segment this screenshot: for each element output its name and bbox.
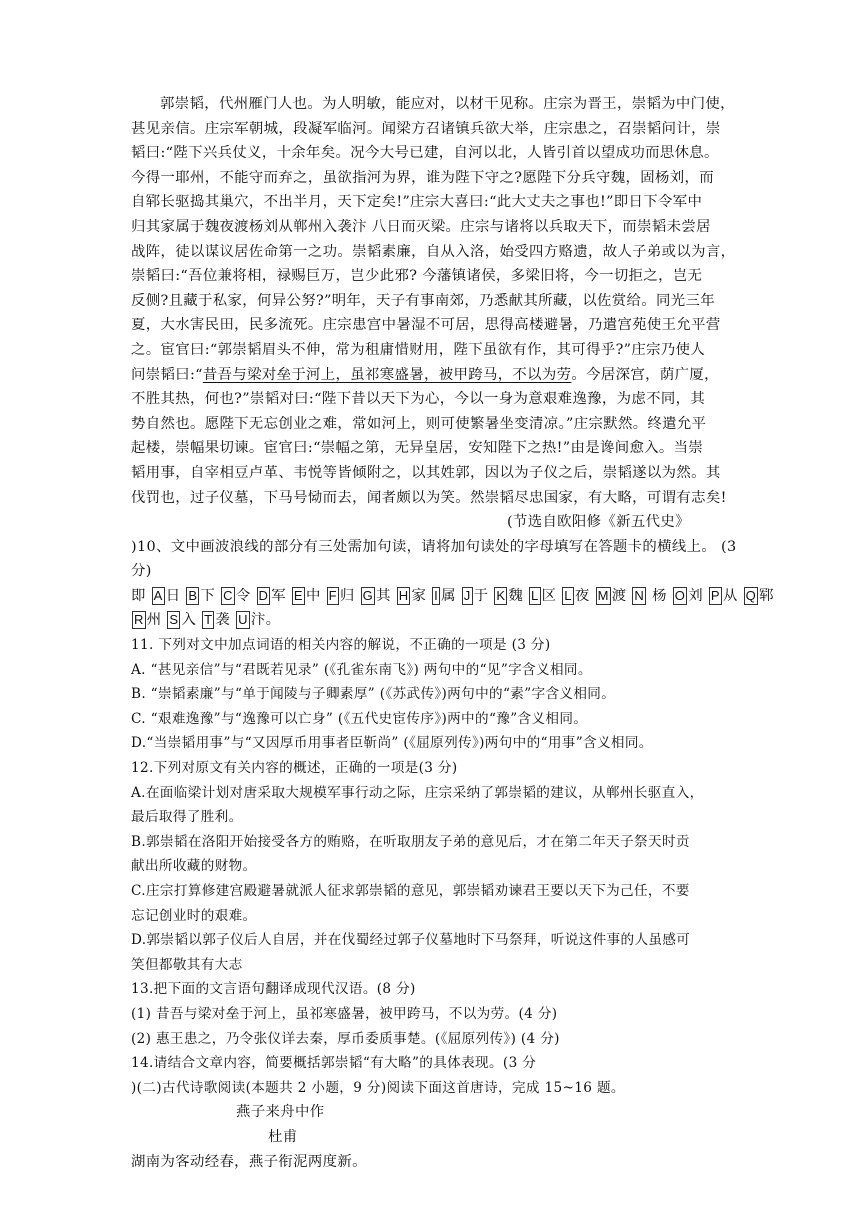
- punctuation-sequence: [131, 608, 731, 633]
- passage-line: 甚见亲信。庄宗军朝城，段凝军临河。闻梁方召诸镇兵欲大举，庄宗患之，召崇韬问计，崇: [131, 120, 721, 137]
- letter-box: N: [634, 587, 645, 603]
- question-line: B.郭崇韬在洛阳开始接受各方的贿赂，在听取朋友子弟的意见后，才在第二年天子祭天时贡: [131, 833, 690, 850]
- sequence-char: 即: [131, 587, 151, 604]
- line-suffix: 。今居深宫，荫广厦，: [571, 366, 719, 383]
- sequence-char: 袭: [215, 612, 236, 629]
- sequence-char: 令: [235, 587, 256, 604]
- question-line: 13.把下面的文言语句翻译成现代汉语。(8 分): [131, 981, 416, 998]
- passage: [131, 92, 736, 535]
- question-line: D.“当崇韬用事”与“又因厚币用事者臣靳尚” (《屈原列传》)两句中的“用事”含义相同。: [131, 735, 653, 752]
- sequence-char: 郓: [759, 587, 774, 604]
- letter-box: K: [496, 587, 506, 603]
- sequence-char: 下: [200, 587, 221, 604]
- line-prefix: 问崇韬曰:“: [131, 366, 203, 383]
- question-line: 12.下列对原文有关内容的概述，正确的一项是(3 分): [131, 760, 458, 777]
- sequence-char: 渡: [611, 587, 632, 604]
- letter-box: C: [223, 587, 233, 603]
- sequence-char: 区: [541, 587, 562, 604]
- sequence-char: 魏: [508, 587, 529, 604]
- question-line: C. “艰难逸豫”与“逸豫可以亡身” (《五代史宦传序》)两中的“豫”含义相同。: [131, 710, 588, 727]
- sequence-char: 刘: [688, 587, 708, 604]
- passage-line: 伐罚也，过子仪墓，下马号恸而去，闻者颇以为笑。然崇韬尽忠国家，有大略，可谓有志矣!: [131, 489, 727, 506]
- poem-title: 燕子来舟中作: [236, 1104, 325, 1121]
- passage-line: 韬用事，自宰相豆卢革、韦悦等皆倾附之，以其姓郭，因以为子仪之后，崇韬遂以为然。其: [131, 464, 721, 481]
- question-line: (2) 惠王患之，乃令张仪详去秦，厚币委质事楚。(《屈原列传》) (4 分): [131, 1030, 560, 1047]
- letter-box: G: [362, 587, 374, 603]
- letter-box: Q: [745, 587, 757, 603]
- letter-box: H: [398, 587, 409, 603]
- question-line: D.郭崇韬以郭子仪后人自居，并在伐蜀经过郭子仪墓地时下马祭拜，听说这件事的人虽感可: [131, 932, 691, 949]
- letter-box: T: [204, 612, 213, 628]
- passage-line: 归其家属于魏夜渡杨刘从郸州入袭汴 八日而灭梁。庄宗与诸将以兵取天下，而崇韬未尝居: [131, 218, 711, 235]
- question-line: )(二)古代诗歌阅读(本题共 2 小题，9 分)阅读下面这首唐诗，完成 15~16 题。: [131, 1079, 625, 1096]
- letter-box: M: [597, 587, 609, 603]
- sequence-char: 其: [376, 587, 396, 604]
- sequence-char: 于: [473, 587, 494, 604]
- passage-line: 夏，大水害民田，民多流死。庄宗患宫中暑湿不可居，思得高楼避暑，乃遣宫苑使王允平营: [131, 317, 721, 334]
- letter-box: B: [188, 587, 198, 603]
- passage-line: 战阵，徒以谋议居佐命第一之功。崇韬素廉，自从入洛，始受四方赂遗，故人子弟或以为言，: [131, 243, 736, 260]
- sequence-char: 属: [441, 587, 461, 604]
- letter-box: R: [134, 612, 144, 628]
- passage-line: 势自然也。愿陛下无忘创业之难，常如河上，则可使繁暑坐变清凉。”庄宗默然。终遣允平: [131, 415, 707, 432]
- passage-line: 反侧?且藏于私家，何异公努?”明年，天子有事南郊，乃悉献其所藏，以佐赏给。同光三年: [131, 292, 715, 309]
- question-10-prompt: )10、文中画波浪线的部分有三处需加句读，请将加句读处的字母填写在答题卡的横线上。 (3: [131, 538, 737, 555]
- passage-line: [131, 363, 731, 388]
- question-line: 忘记创业时的艰难。: [131, 907, 257, 924]
- letter-box: U: [238, 612, 248, 628]
- sequence-char: 从: [722, 587, 743, 604]
- sequence-char: 归: [339, 587, 360, 604]
- letter-box: F: [328, 587, 337, 603]
- passage-line: 崇韬曰:“吾位兼将相，禄赐巨万，岂少此邪? 今藩镇诸侯，多梁旧将，今一切拒之，岂无: [131, 268, 703, 285]
- letter-box: P: [710, 587, 720, 603]
- question-10-prompt: 分): [131, 563, 152, 580]
- passage-line: 自郓长驱捣其巢穴，不出半月，天下定矣!”庄宗大喜曰:“此大丈夫之事也!”即日下令军中: [131, 194, 703, 211]
- question-line: A. “甚见亲信”与“君既若见录” (《孔雀东南飞》) 两句中的“见”字含义相同。: [131, 661, 592, 678]
- sequence-char: 中: [305, 587, 326, 604]
- letter-box: I: [434, 587, 439, 603]
- letter-box: A: [153, 587, 163, 603]
- poem-line: 湖南为客动经春，燕子衔泥两度新。: [131, 1153, 367, 1170]
- question-10: [131, 535, 774, 633]
- sequence-char: 夜: [574, 587, 595, 604]
- question-line: B. “崇韬素廉”与“单于闻陵与子卿素厚” (《苏武传》)两句中的“素”字含义相同。: [131, 686, 616, 703]
- passage-line: 不胜其热，何也?”崇韬对曰:“陛下昔以天下为心，今以一身为意艰难逸豫，为虑不同，其: [131, 391, 706, 408]
- question-line: 14.请结合文章内容，简要概括郭崇韬“有大略”的具体表现。(3 分: [131, 1055, 537, 1072]
- poem-author: 杜甫: [268, 1128, 298, 1145]
- question-line: 11. 下列对文中加点词语的相关内容的解说，不正确的一项是 (3 分): [131, 637, 551, 654]
- question-line: A.在面临梁计划对唐采取大规模军事行动之际，庄宗采纳了郭崇韬的建议，从郸州长驱直入，: [131, 784, 704, 801]
- letter-box: L: [564, 587, 572, 603]
- passage-line: 今得一耶州，不能守而弃之，虽欲指河为界，谁为陛下守之?愿陛下分兵守魏，固杨刘，而: [131, 169, 714, 186]
- letter-box: O: [674, 587, 686, 603]
- letter-box: S: [169, 612, 179, 628]
- letter-box: E: [293, 587, 303, 603]
- sequence-char: 汴。: [250, 612, 281, 629]
- poem-section: [131, 1100, 731, 1174]
- question-line: (1) 昔吾与梁对垒于河上，虽祁寒盛暑，被甲跨马，不以为劳。(4 分): [131, 1005, 558, 1022]
- question-line: 最后取得了胜利。: [131, 809, 243, 826]
- sequence-char: 杨: [647, 587, 672, 604]
- passage-line: 郭崇韬，代州雁门人也。为人明敏，能应对，以材干见称。庄宗为晋王，崇韬为中门使，: [160, 96, 735, 112]
- sequence-char: 军: [271, 587, 291, 604]
- letter-box: J: [463, 587, 471, 603]
- question-line: 献出所收藏的财物。: [131, 858, 257, 875]
- sequence-char: 入: [181, 612, 202, 629]
- sequence-char: 州: [146, 612, 167, 629]
- passage-line: 起楼，崇幅果切谏。宦官曰:“崇幅之第，无异皇居，安知陛下之热!”由是谗间愈入。当崇: [131, 440, 704, 457]
- punctuation-sequence: [131, 584, 774, 609]
- question-line: C.庄宗打算修建宫殿避暑就派人征求郭崇韬的意见，郭崇韬劝谏君王要以天下为己任，不要: [131, 883, 690, 899]
- question-line: 笑但都敬其有大志: [131, 956, 243, 973]
- letter-box: D: [258, 587, 269, 603]
- passage-source: (节选自欧阳修《新五代史》: [507, 514, 690, 531]
- passage-line: 韬曰:“陛下兴兵仗义，十余年矣。况今大号已建，自河以北，人皆引首以望成功而思休息。: [131, 145, 719, 162]
- passage-line: 之。宦官曰:“郭崇韬眉头不伸，常为租庸惜财用，陛下虽欲有作，其可得乎?”庄宗乃使人: [131, 341, 706, 358]
- document-page: [131, 92, 774, 1174]
- letter-box: L: [531, 587, 539, 603]
- sequence-char: 日: [165, 587, 186, 604]
- underlined-sentence: 昔吾与梁对垒于河上，虽祁寒盛暑，被甲跨马，不以为劳: [202, 366, 572, 383]
- questions-section: [131, 633, 731, 1100]
- sequence-char: 家: [411, 587, 432, 604]
